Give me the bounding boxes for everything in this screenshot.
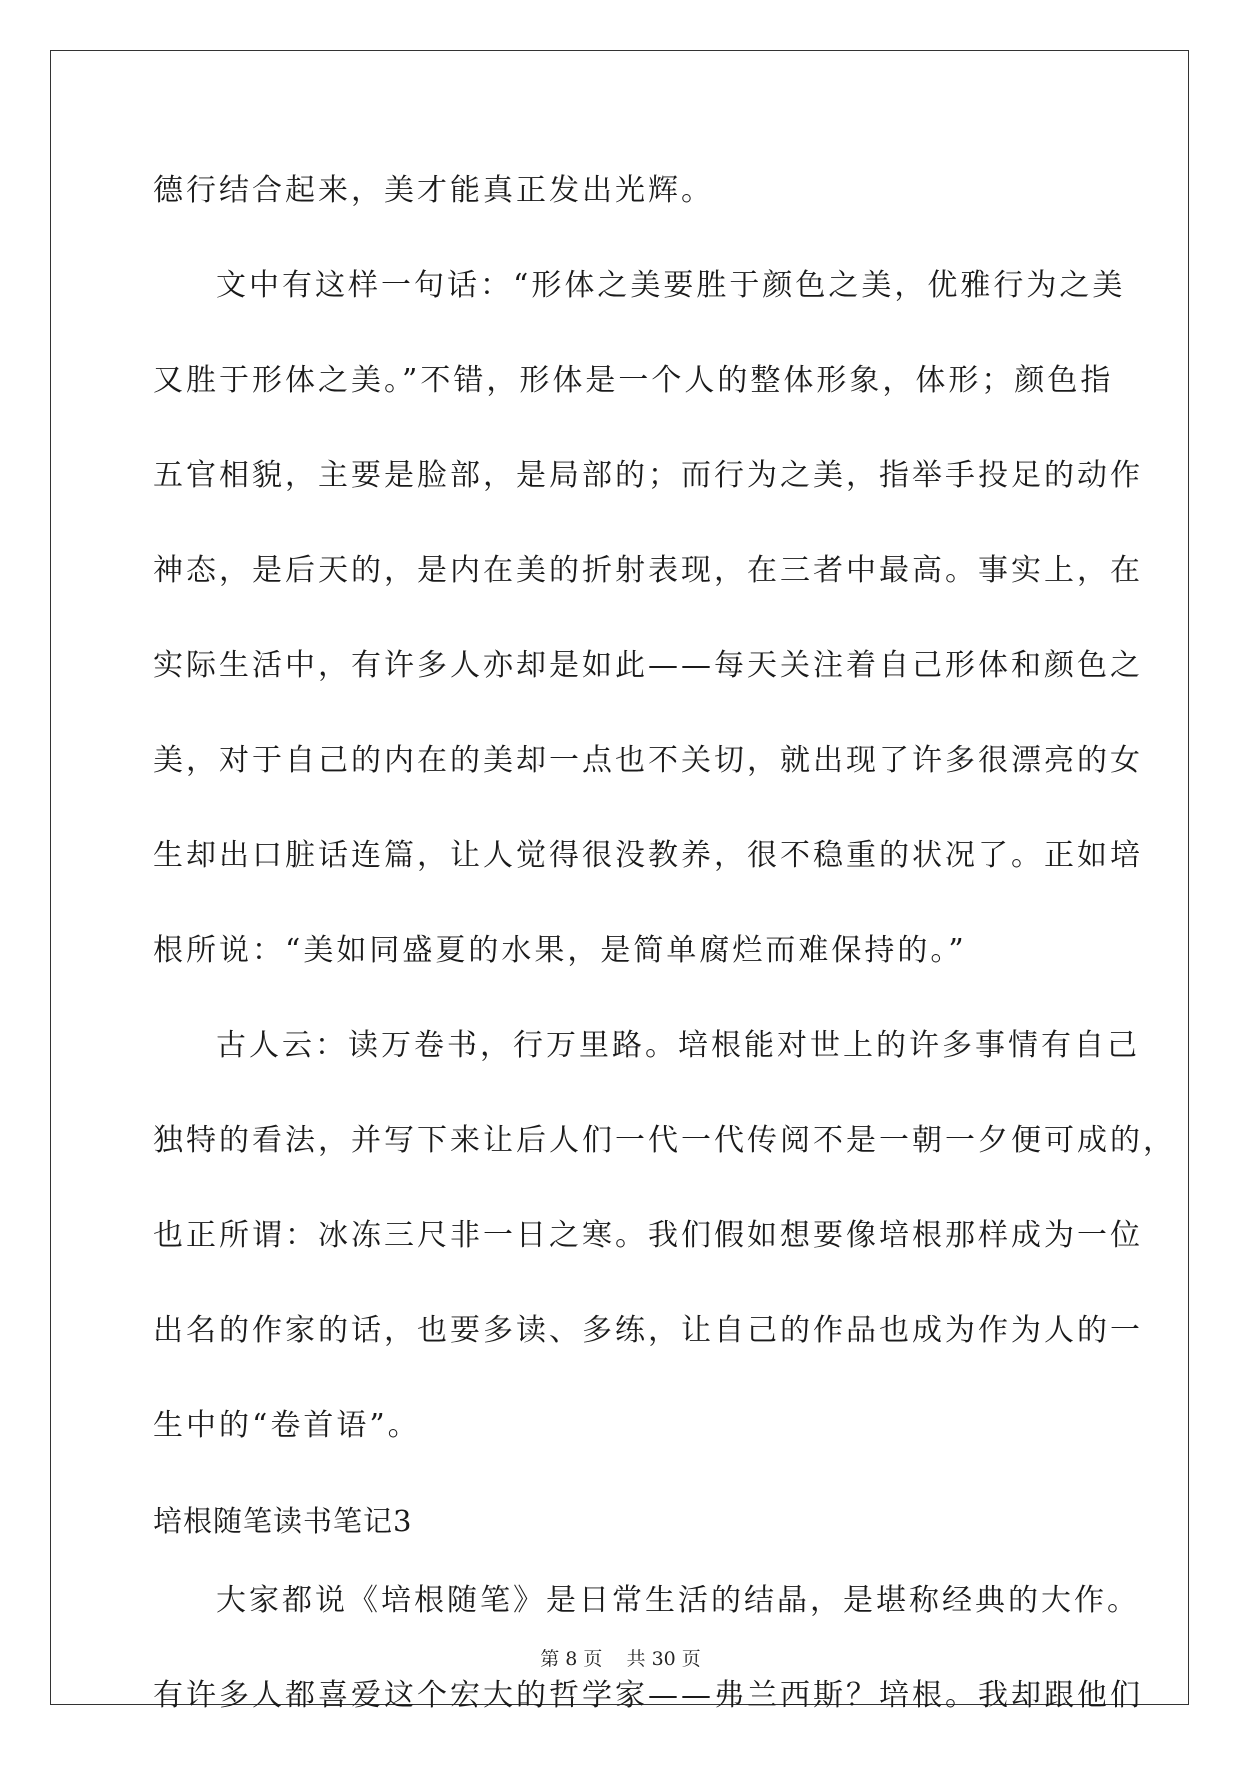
body-line: 五官相貌，主要是脸部，是局部的；而行为之美，指举手投足的动作 — [153, 458, 1143, 493]
body-line: 生中的“卷首语”。 — [153, 1408, 421, 1443]
body-line: 德行结合起来，美才能真正发出光辉。 — [153, 173, 714, 208]
body-line: 大家都说《培根随笔》是日常生活的结晶，是堪称经典的大作。 — [216, 1583, 1140, 1618]
body-line: 也正所谓：冰冻三尺非一日之寒。我们假如想要像培根那样成为一位 — [153, 1218, 1143, 1253]
body-line: 有许多人都喜爱这个宏大的哲学家——弗兰西斯？培根。我却跟他们 — [153, 1678, 1143, 1713]
document-body — [153, 165, 1176, 1765]
body-line: 根所说：“美如同盛夏的水果，是简单腐烂而难保持的。” — [153, 933, 967, 968]
body-line: 文中有这样一句话：“形体之美要胜于颜色之美，优雅行为之美 — [216, 268, 1126, 303]
body-line: 生却出口脏话连篇，让人觉得很没教养，很不稳重的状况了。正如培 — [153, 838, 1143, 873]
page-footer: 第 8 页 共 30 页 — [540, 1648, 701, 1670]
body-line: 古人云：读万卷书，行万里路。培根能对世上的许多事情有自己 — [216, 1028, 1140, 1063]
section-title: 培根随笔读书笔记3 — [153, 1504, 413, 1538]
body-line: 实际生活中，有许多人亦却是如此——每天关注着自己形体和颜色之 — [153, 648, 1143, 683]
body-line: 神态，是后天的，是内在美的折射表现，在三者中最高。事实上，在 — [153, 553, 1143, 588]
body-line: 美，对于自己的内在的美却一点也不关切，就出现了许多很漂亮的女 — [153, 743, 1143, 778]
body-line: 又胜于形体之美。”不错，形体是一个人的整体形象，体形；颜色指 — [153, 363, 1114, 398]
body-line: 独特的看法，并写下来让后人们一代一代传阅不是一朝一夕便可成的， — [153, 1123, 1176, 1158]
body-line: 出名的作家的话，也要多读、多练，让自己的作品也成为作为人的一 — [153, 1313, 1143, 1348]
